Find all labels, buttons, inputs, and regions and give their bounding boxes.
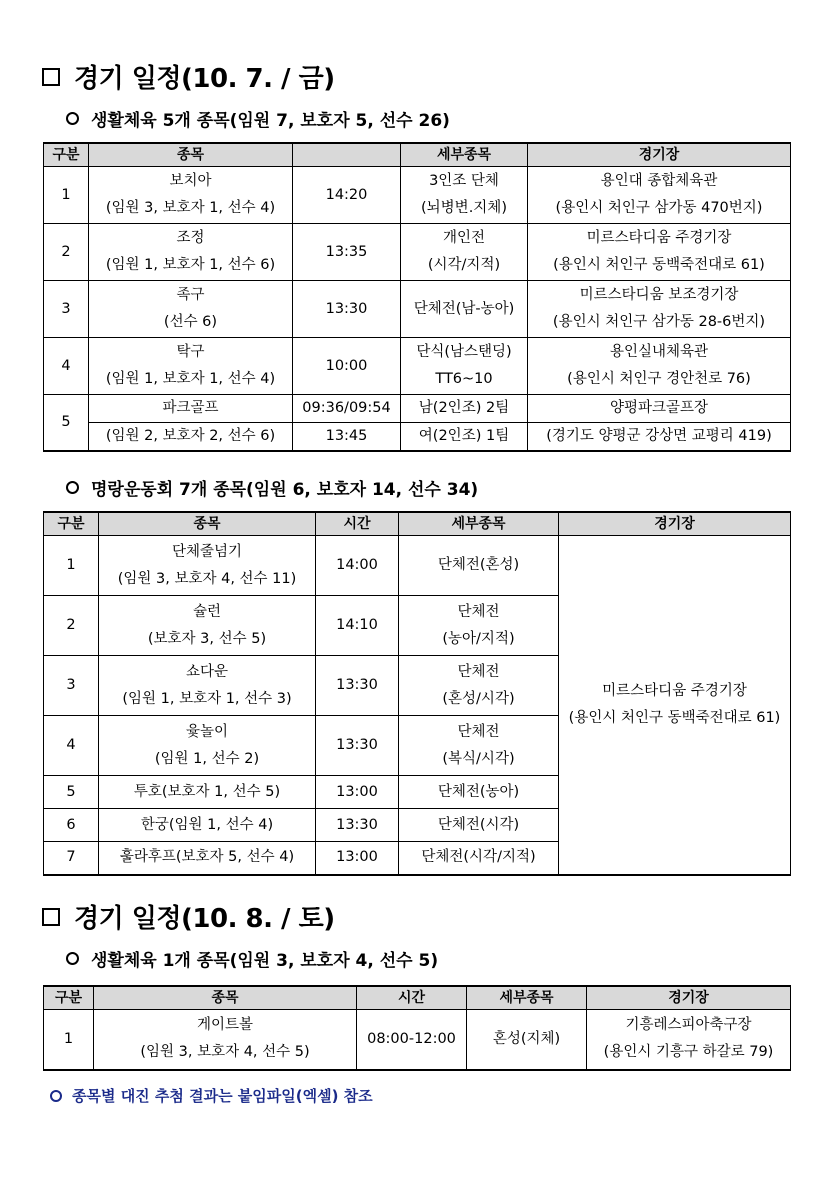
detail-sub: (시각/지적): [427, 257, 501, 273]
row-no: 6: [44, 809, 99, 842]
event-name: 조정: [176, 230, 205, 246]
event-name: 슐런: [192, 603, 221, 620]
row-event: [99, 656, 316, 716]
row-detail: 여(2인조) 1팀: [401, 423, 528, 452]
day1-title: [42, 58, 335, 95]
event-name: 단체줄넘기: [171, 543, 243, 560]
venue-address: (용인시 처인구 경안천로 76): [567, 371, 751, 387]
venue-name: 용인실내체육관: [609, 344, 709, 360]
venue-name: 미르스타디움 주경기장: [586, 230, 732, 246]
section1-subtitle: [66, 106, 450, 131]
table-row: [44, 224, 791, 281]
row-no: 7: [44, 842, 99, 875]
row-time: 14:00: [316, 536, 399, 596]
table-day2-sports: [43, 985, 791, 1071]
table-sports: [43, 142, 791, 452]
circle-bullet-icon: [50, 1090, 62, 1102]
event-name: 쇼다운: [185, 663, 229, 680]
row-detail: [401, 338, 528, 395]
row-event: 투호(보호자 1, 선수 5): [99, 776, 316, 809]
venue-address: (용인시 처인구 삼가동 28-6번지): [552, 314, 766, 330]
checkbox-square-icon: [42, 908, 60, 926]
venue-name: 기흥레스피아축구장: [625, 1017, 752, 1034]
row-time: 13:45: [293, 423, 401, 452]
row-time: 13:30: [316, 656, 399, 716]
header-event: 종목: [99, 512, 316, 536]
header-venue: 경기장: [559, 512, 791, 536]
event-count: (선수 6): [163, 314, 218, 330]
detail-main: 개인전: [442, 230, 486, 246]
row-time: 08:00-12:00: [357, 1010, 467, 1070]
row-no: 1: [44, 1010, 94, 1070]
header-detail: 세부종목: [401, 143, 528, 167]
day1-title-text: 경기 일정(10. 7. / 금): [74, 64, 335, 94]
event-count: (보호자 3, 선수 5): [147, 630, 267, 647]
event-name: 족구: [176, 287, 205, 303]
detail-main: 3인조 단체: [429, 173, 499, 189]
note: [50, 1085, 373, 1106]
row-detail: [399, 596, 559, 656]
table-header-row: [44, 143, 791, 167]
detail-sub: (농아/지적): [442, 630, 515, 647]
row-event: [99, 716, 316, 776]
row-event: [89, 167, 293, 224]
row-no: 5: [44, 395, 89, 452]
table-header-row: [44, 512, 791, 536]
row-no: 4: [44, 338, 89, 395]
header-event: 종목: [89, 143, 293, 167]
circle-bullet-icon: [66, 481, 79, 494]
detail-sub: (혼성/시각): [442, 690, 515, 707]
venue-address: (용인시 기흥구 하갈로 79): [603, 1044, 774, 1061]
note-text: 종목별 대진 추첨 결과는 붙임파일(엑셀) 참조: [72, 1087, 373, 1105]
table-row: [44, 338, 791, 395]
row-no: 3: [44, 281, 89, 338]
row-venue: [528, 338, 791, 395]
row-no: 3: [44, 656, 99, 716]
header-time: [293, 143, 401, 167]
header-no: 구분: [44, 143, 89, 167]
row-detail: 단체전(혼성): [399, 536, 559, 596]
row-detail: [401, 167, 528, 224]
header-time: 시간: [357, 986, 467, 1010]
event-count: (임원 1, 보호자 1, 선수 4): [105, 371, 276, 387]
table-row: [44, 423, 791, 452]
row-event-count: (임원 2, 보호자 2, 선수 6): [89, 423, 293, 452]
event-name: 보치아: [169, 173, 212, 189]
detail-main: 단체전: [457, 603, 500, 620]
row-detail: 혼성(지체): [467, 1010, 587, 1070]
row-venue: [587, 1010, 791, 1070]
row-detail: 단체전(남-농아): [401, 281, 528, 338]
row-time: 13:00: [316, 776, 399, 809]
circle-bullet-icon: [66, 952, 79, 965]
row-time: 10:00: [293, 338, 401, 395]
row-no: 1: [44, 536, 99, 596]
row-time: 14:10: [316, 596, 399, 656]
circle-bullet-icon: [66, 112, 79, 125]
row-venue: [528, 281, 791, 338]
row-event: [89, 338, 293, 395]
day2-title-text: 경기 일정(10. 8. / 토): [74, 904, 335, 934]
row-time: 13:00: [316, 842, 399, 875]
table-header-row: [44, 986, 791, 1010]
header-event: 종목: [94, 986, 357, 1010]
row-detail: 단체전(농아): [399, 776, 559, 809]
table-row: [44, 1010, 791, 1070]
detail-main: 단체전: [457, 723, 500, 740]
row-event: [89, 224, 293, 281]
row-event: [89, 281, 293, 338]
row-detail: 남(2인조) 2팀: [401, 395, 528, 423]
venue-address: (용인시 처인구 동백죽전대로 61): [553, 257, 765, 273]
row-time: 13:30: [293, 281, 401, 338]
header-no: 구분: [44, 512, 99, 536]
row-no: 2: [44, 596, 99, 656]
section1-subtitle-text: 생활체육 5개 종목(임원 7, 보호자 5, 선수 26): [91, 111, 450, 131]
event-count: (임원 3, 보호자 4, 선수 5): [140, 1044, 310, 1061]
row-detail: [399, 656, 559, 716]
table-row: [44, 536, 791, 596]
table-field-day: [43, 511, 791, 876]
event-count: (임원 1, 보호자 1, 선수 6): [105, 257, 276, 273]
row-event: 한궁(임원 1, 선수 4): [99, 809, 316, 842]
venue-name: 미르스타디움 주경기장: [602, 682, 747, 699]
row-no: 2: [44, 224, 89, 281]
row-no: 1: [44, 167, 89, 224]
table-row: [44, 167, 791, 224]
row-detail: 단체전(시각/지적): [399, 842, 559, 875]
row-event: [99, 596, 316, 656]
venue-name: 미르스타디움 보조경기장: [579, 287, 739, 303]
row-event: [99, 536, 316, 596]
header-time: 시간: [316, 512, 399, 536]
venue-name: 용인대 종합체육관: [600, 173, 718, 189]
header-venue: 경기장: [528, 143, 791, 167]
detail-sub: (복식/시각): [442, 750, 515, 767]
table-row: [44, 281, 791, 338]
shared-venue: [559, 536, 791, 875]
section2-subtitle: [66, 475, 478, 500]
detail-main: 단식(남스탠딩): [416, 344, 512, 360]
header-detail: 세부종목: [467, 986, 587, 1010]
event-count: (임원 1, 선수 2): [154, 750, 260, 767]
detail-sub: TT6~10: [435, 371, 493, 387]
row-detail: [399, 716, 559, 776]
detail-sub: (뇌병변.지체): [421, 200, 507, 216]
checkbox-square-icon: [42, 68, 60, 86]
event-count: (임원 3, 보호자 1, 선수 4): [105, 200, 276, 216]
row-time: 13:35: [293, 224, 401, 281]
header-no: 구분: [44, 986, 94, 1010]
venue-address: (용인시 처인구 삼가동 470번지): [555, 200, 763, 216]
row-event: 파크골프: [89, 395, 293, 423]
row-time: 09:36/09:54: [293, 395, 401, 423]
header-detail: 세부종목: [399, 512, 559, 536]
row-venue: 양평파크골프장: [528, 395, 791, 423]
table-row: [44, 395, 791, 423]
row-venue: [528, 224, 791, 281]
header-venue: 경기장: [587, 986, 791, 1010]
row-no: 5: [44, 776, 99, 809]
row-time: 13:30: [316, 809, 399, 842]
row-detail: [401, 224, 528, 281]
section2-subtitle-text: 명랑운동회 7개 종목(임원 6, 보호자 14, 선수 34): [91, 480, 479, 500]
day2-title: [42, 898, 335, 935]
event-name: 윷놀이: [185, 723, 229, 740]
event-name: 탁구: [176, 344, 205, 360]
row-event: [94, 1010, 357, 1070]
event-name: 게이트볼: [196, 1017, 254, 1034]
row-no: 4: [44, 716, 99, 776]
row-detail: 단체전(시각): [399, 809, 559, 842]
event-count: (임원 3, 보호자 4, 선수 11): [117, 570, 297, 587]
row-time: 14:20: [293, 167, 401, 224]
row-time: 13:30: [316, 716, 399, 776]
section3-subtitle: [66, 946, 438, 971]
section3-subtitle-text: 생활체육 1개 종목(임원 3, 보호자 4, 선수 5): [91, 951, 439, 971]
row-event: 훌라후프(보호자 5, 선수 4): [99, 842, 316, 875]
row-venue: [528, 167, 791, 224]
row-venue-address: (경기도 양평군 강상면 교평리 419): [528, 423, 791, 452]
detail-main: 단체전: [457, 663, 500, 680]
event-count: (임원 1, 보호자 1, 선수 3): [122, 690, 292, 707]
venue-address: (용인시 처인구 동백죽전대로 61): [568, 709, 781, 726]
